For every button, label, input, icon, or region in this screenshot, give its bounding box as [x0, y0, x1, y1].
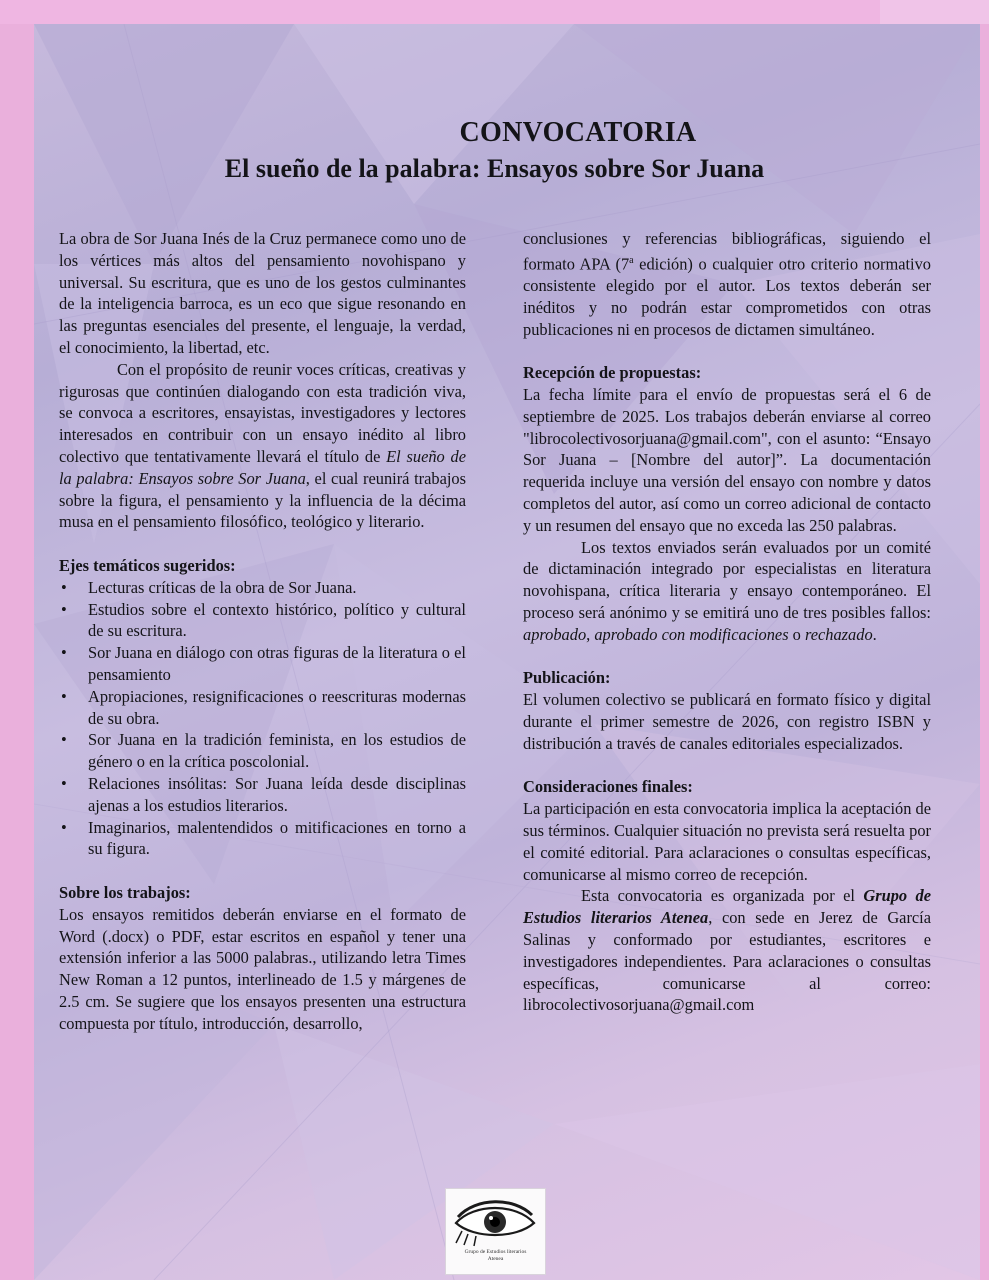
purpose-start: Con el propósito de reunir voces críticas, creativas y rigurosas que continúen dialogando con esta tradición viva, se convoca a escritores, ensayistas, investigadores y lectores interesados en contribuir con un ensayo inédito al libro colectivo que tentativamente llevará el título de [59, 359, 466, 466]
list-item: • Sor Juana en la tradición feminista, en los estudios de género o en la crítica poscolonial. [59, 729, 466, 773]
right-column [523, 228, 931, 1016]
themes-heading: Ejes temáticos sugeridos: [59, 555, 236, 575]
page-title: CONVOCATORIA [459, 117, 697, 148]
separator: , [586, 624, 595, 644]
evaluation-paragraph [523, 537, 931, 646]
spacer [59, 860, 466, 882]
logo-caption-line: Atenea [487, 1256, 504, 1262]
end-dot: . [872, 624, 877, 644]
left-column [59, 228, 466, 1034]
organizer-start: Esta convocatoria es organizada por el [581, 886, 864, 906]
group-logo [445, 1188, 546, 1275]
page-subtitle: El sueño de la palabra: Ensayos sobre Sor Juana [224, 154, 765, 183]
list-item: • Relaciones insólitas: Sor Juana leída desde disciplinas ajenas a los estudios literarios. [59, 773, 466, 817]
verdict-approved: aprobado [523, 624, 587, 644]
reception-heading: Recepción de propuestas: [523, 363, 702, 383]
separator: o [788, 624, 805, 644]
eye-icon [452, 1197, 538, 1247]
list-item: • Imaginarios, malentendidos o mitificaciones en torno a su figura. [59, 817, 466, 861]
logo-caption [446, 1249, 545, 1263]
works-continuation [523, 228, 931, 340]
ordinal-superscript: a [629, 254, 634, 266]
spacer [523, 646, 931, 668]
final-heading: Consideraciones finales: [523, 777, 693, 797]
works-cont-a: conclusiones y referencias bibliográficas, siguiendo el formato APA (7 [523, 229, 931, 274]
organizer-group: Grupo de Estudios literarios Atenea [523, 886, 931, 928]
evaluation-start: Los textos enviados serán evaluados por un comité de dictaminación integrado por especialistas en literatura novohispana, crítica literaria y ensayo contemporáneo. El proceso será anónimo y se emitirá uno de tres posibles fallos: [523, 537, 931, 623]
organizer-end: , con sede en Jerez de García Salinas y conformado por estudiantes, escritores e investigadores independientes. Para aclaraciones o consultas específicas, comunicarse al correo: librocolectivosorjuana@gmail.com [523, 908, 932, 1015]
spacer [523, 755, 931, 777]
logo-caption-line: Grupo de Estudios literarios [464, 1249, 527, 1255]
organizer-paragraph [523, 885, 931, 1016]
list-item: • Lecturas críticas de la obra de Sor Juana. [59, 577, 466, 599]
verdict-approved-modifications: aprobado con modificaciones [594, 624, 789, 644]
themes-list [59, 577, 466, 860]
purpose-end: , el cual reunirá trabajos sobre la figura, el pensamiento y la influencia de la décima musa en el pensamiento filosófico, teológico y literario. [59, 468, 466, 532]
final-paragraph: La participación en esta convocatoria implica la aceptación de sus términos. Cualquier situación no prevista será resuelta por el comité editorial. Para aclaraciones o consultas específicas, comunicarse al mismo correo de recepción. [523, 799, 931, 884]
publication-paragraph: El volumen colectivo se publicará en formato físico y digital durante el primer semestre de 2026, con registro ISBN y distribución a través de canales editoriales especializados. [523, 690, 931, 753]
list-item: • Sor Juana en diálogo con otras figuras de la literatura o el pensamiento [59, 642, 466, 686]
purpose-paragraph [59, 359, 466, 533]
spacer [59, 533, 466, 555]
book-title: El sueño de la palabra: Ensayos sobre Sor Juana [59, 446, 466, 488]
publication-heading: Publicación: [523, 668, 611, 688]
verdict-rejected: rechazado [804, 624, 873, 644]
list-item: • Estudios sobre el contexto histórico, político y cultural de su escritura. [59, 599, 466, 643]
works-cont-b: edición) o cualquier otro criterio normativo consistente elegido por el autor. Los textos deberán ser inéditos y no podrán estar comprometidos con otras publicaciones ni en procesos de dictamen simultáneo. [523, 254, 931, 339]
list-item: • Apropiaciones, resignificaciones o reescrituras modernas de su obra. [59, 686, 466, 730]
works-paragraph: Los ensayos remitidos deberán enviarse en el formato de Word (.docx) o PDF, estar escritos en español y tener una extensión inferior a las 5000 palabras., utilizando letra Times New Roman a 12 puntos, interlineado de 1.5 y márgenes de 2.5 cm. Se sugiere que los ensayos presenten una estructura compuesta por título, introducción, desarrollo, [59, 904, 466, 1033]
spacer [523, 340, 931, 362]
reception-paragraph: La fecha límite para el envío de propuestas será el 6 de septiembre de 2025. Los trabajos deberán enviarse al correo "librocolectivosorjuana@gmail.com", con el asunto: “Ensayo Sor Juana – [Nombre del autor]”. La documentación requerida incluye una versión del ensayo con nombre y datos completos del autor, así como un correo adicional de contacto y un resumen del ensayo que no exceda las 250 palabras. [523, 385, 931, 535]
works-heading: Sobre los trabajos: [59, 882, 191, 902]
intro-paragraph: La obra de Sor Juana Inés de la Cruz permanece como uno de los vértices más altos del pensamiento novohispano y universal. Su escritura, que es uno de los gestos culminantes de la inteligencia barroca, es un eco que sigue resonando en las preguntas esenciales del presente, el lenguaje, la verdad, el conocimiento, la libertad, etc. [59, 229, 466, 357]
